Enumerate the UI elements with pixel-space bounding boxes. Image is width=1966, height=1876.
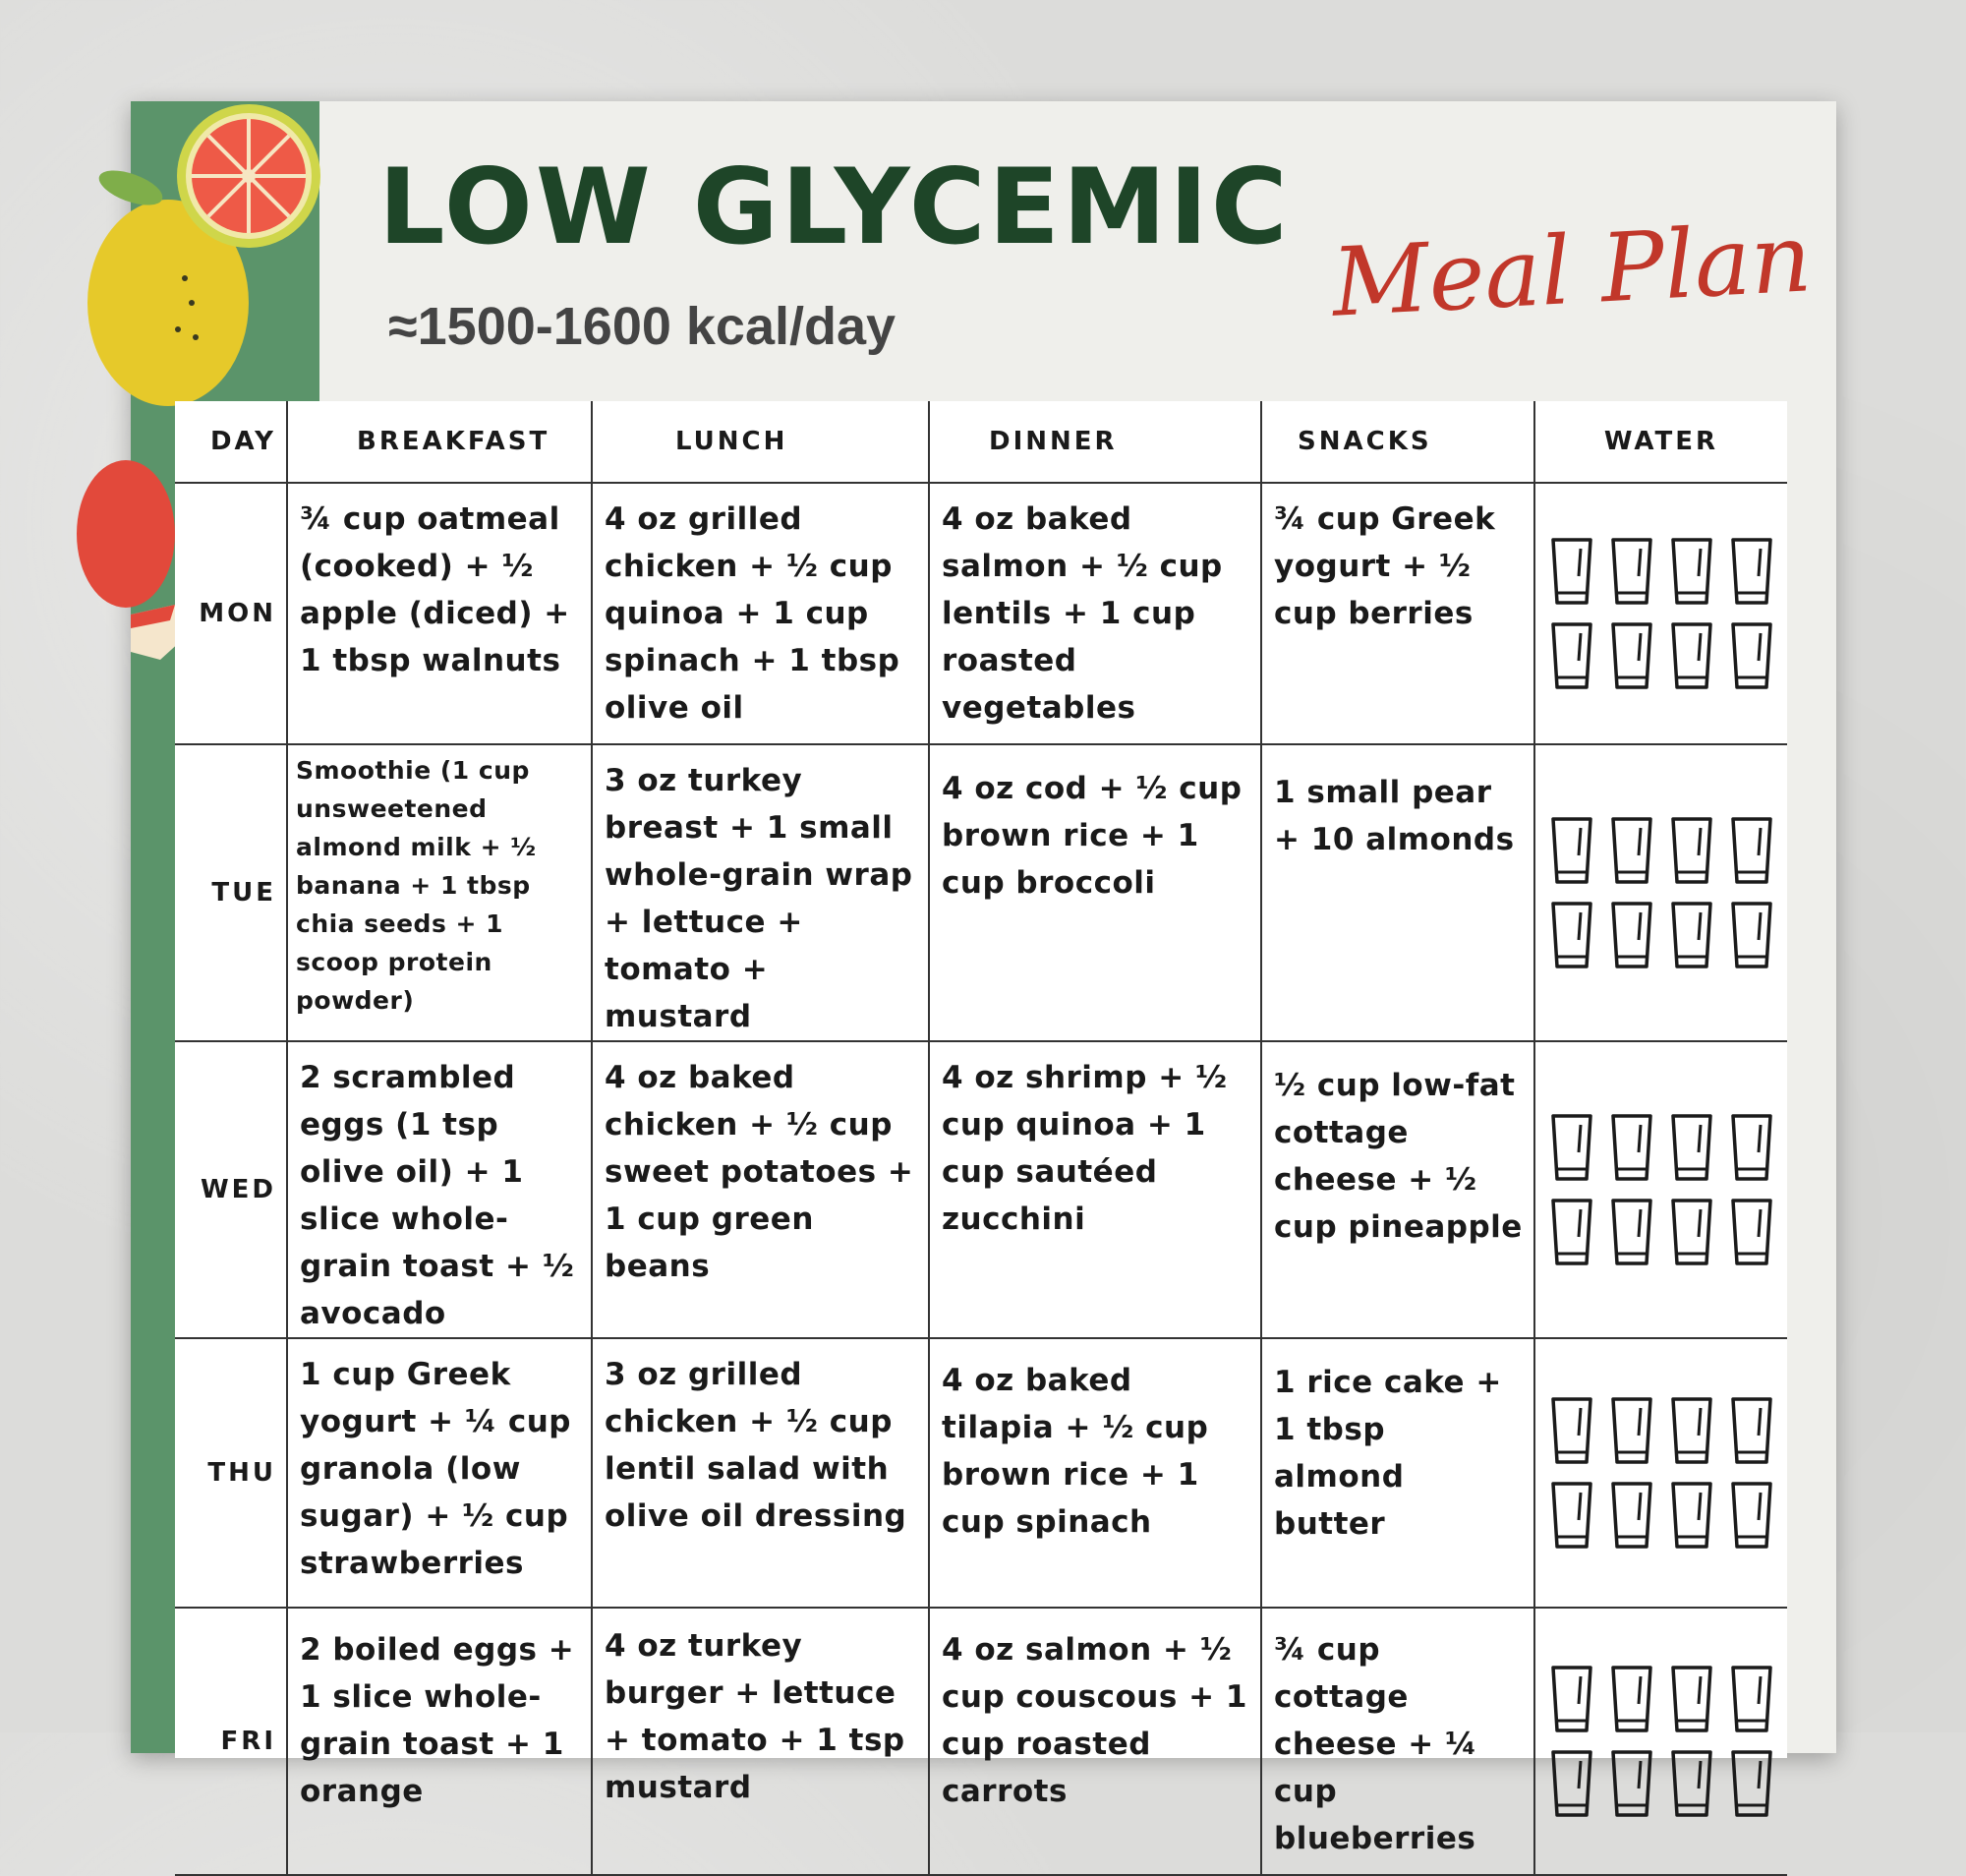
column-header-breakfast: BREAKFAST <box>287 401 592 483</box>
lunch-cell: 4 oz grilled chicken + ½ cup quinoa + 1 cup spinach + 1 tbsp olive oil <box>592 483 929 744</box>
table-header-row <box>175 401 1787 483</box>
snacks-cell: 1 rice cake + 1 tbsp almond butter <box>1261 1338 1534 1608</box>
water-glass-icon[interactable] <box>1610 1481 1653 1550</box>
snacks-cell: ¾ cup Greek yogurt + ½ cup berries <box>1261 483 1534 744</box>
water-glass-icon[interactable] <box>1610 537 1653 606</box>
water-glass-icon[interactable] <box>1550 816 1593 885</box>
water-glass-grid <box>1535 816 1787 969</box>
table-row <box>175 1338 1787 1608</box>
breakfast-cell: 1 cup Greek yogurt + ¼ cup granola (low sugar) + ½ cup strawberries <box>287 1338 592 1608</box>
water-glass-icon[interactable] <box>1730 621 1773 690</box>
water-glass-icon[interactable] <box>1670 1481 1713 1550</box>
day-cell: WED <box>175 1041 287 1338</box>
water-glass-grid <box>1535 1396 1787 1550</box>
water-glass-icon[interactable] <box>1610 1396 1653 1465</box>
column-header-water: WATER <box>1534 401 1787 483</box>
meal-plan-sheet <box>131 101 1836 1856</box>
water-glass-icon[interactable] <box>1550 1396 1593 1465</box>
water-glass-icon[interactable] <box>1610 816 1653 885</box>
water-glass-icon[interactable] <box>1670 1198 1713 1266</box>
table-row <box>175 1608 1787 1875</box>
water-cell <box>1534 1338 1787 1608</box>
water-glass-icon[interactable] <box>1610 621 1653 690</box>
dinner-cell: 4 oz shrimp + ½ cup quinoa + 1 cup sautéed zucchini <box>929 1041 1261 1338</box>
water-glass-icon[interactable] <box>1730 1481 1773 1550</box>
lunch-cell: 3 oz turkey breast + 1 small whole-grain wrap + lettuce + tomato + mustard <box>592 744 929 1041</box>
water-glass-icon[interactable] <box>1670 621 1713 690</box>
column-header-lunch: LUNCH <box>592 401 929 483</box>
dinner-cell: 4 oz salmon + ½ cup couscous + 1 cup roasted carrots <box>929 1608 1261 1875</box>
water-glass-grid <box>1535 1113 1787 1266</box>
meal-plan-table-container <box>175 401 1787 1856</box>
water-glass-icon[interactable] <box>1550 1665 1593 1733</box>
grapefruit-icon <box>177 104 320 248</box>
dinner-cell: 4 oz baked tilapia + ½ cup brown rice + 1 cup spinach <box>929 1338 1261 1608</box>
water-glass-icon[interactable] <box>1730 901 1773 969</box>
water-glass-grid <box>1535 537 1787 690</box>
day-cell: FRI <box>175 1608 287 1875</box>
breakfast-cell: Smoothie (1 cup unsweetened almond milk + ½ banana + 1 tbsp chia seeds + 1 scoop protein powder) <box>287 744 592 1041</box>
water-glass-icon[interactable] <box>1670 816 1713 885</box>
water-glass-grid <box>1535 1665 1787 1818</box>
breakfast-cell: 2 scrambled eggs (1 tsp olive oil) + 1 slice whole-grain toast + ½ avocado <box>287 1041 592 1338</box>
lunch-cell: 4 oz baked chicken + ½ cup sweet potatoes + 1 cup green beans <box>592 1041 929 1338</box>
column-header-dinner: DINNER <box>929 401 1261 483</box>
day-cell: MON <box>175 483 287 744</box>
lunch-cell: 3 oz grilled chicken + ½ cup lentil salad with olive oil dressing <box>592 1338 929 1608</box>
column-header-snacks: SNACKS <box>1261 401 1534 483</box>
table-row <box>175 744 1787 1041</box>
snacks-cell: 1 small pear + 10 almonds <box>1261 744 1534 1041</box>
water-glass-icon[interactable] <box>1730 1198 1773 1266</box>
dinner-cell: 4 oz baked salmon + ½ cup lentils + 1 cup roasted vegetables <box>929 483 1261 744</box>
water-cell <box>1534 1041 1787 1338</box>
meal-plan-table <box>175 401 1787 1876</box>
water-glass-icon[interactable] <box>1610 1665 1653 1733</box>
water-glass-icon[interactable] <box>1550 621 1593 690</box>
water-glass-icon[interactable] <box>1670 1113 1713 1182</box>
table-row <box>175 1041 1787 1338</box>
calorie-target: ≈1500-1600 kcal/day <box>388 297 896 356</box>
water-glass-icon[interactable] <box>1670 901 1713 969</box>
dinner-cell: 4 oz cod + ½ cup brown rice + 1 cup broccoli <box>929 744 1261 1041</box>
water-glass-icon[interactable] <box>1670 1665 1713 1733</box>
water-glass-icon[interactable] <box>1670 1749 1713 1818</box>
day-cell: THU <box>175 1338 287 1608</box>
page-subtitle-script: Meal Plan <box>1329 203 1815 338</box>
water-glass-icon[interactable] <box>1730 1749 1773 1818</box>
water-glass-icon[interactable] <box>1610 1113 1653 1182</box>
day-cell: TUE <box>175 744 287 1041</box>
water-glass-icon[interactable] <box>1550 1198 1593 1266</box>
lunch-cell: 4 oz turkey burger + lettuce + tomato + 1 tsp mustard <box>592 1608 929 1875</box>
water-glass-icon[interactable] <box>1730 1113 1773 1182</box>
water-glass-icon[interactable] <box>1550 1113 1593 1182</box>
water-cell <box>1534 1608 1787 1875</box>
breakfast-cell: 2 boiled eggs + 1 slice whole-grain toast + 1 orange <box>287 1608 592 1875</box>
water-glass-icon[interactable] <box>1610 1749 1653 1818</box>
water-glass-icon[interactable] <box>1730 816 1773 885</box>
water-glass-icon[interactable] <box>1550 901 1593 969</box>
water-cell <box>1534 744 1787 1041</box>
column-header-day: DAY <box>175 401 287 483</box>
water-glass-icon[interactable] <box>1670 537 1713 606</box>
snacks-cell: ¾ cup cottage cheese + ¼ cup blueberries <box>1261 1608 1534 1875</box>
page-title: LOW GLYCEMIC <box>378 147 1291 267</box>
breakfast-cell: ¾ cup oatmeal (cooked) + ½ apple (diced) + 1 tbsp walnuts <box>287 483 592 744</box>
water-cell <box>1534 483 1787 744</box>
water-glass-icon[interactable] <box>1610 901 1653 969</box>
water-glass-icon[interactable] <box>1550 1481 1593 1550</box>
snacks-cell: ½ cup low-fat cottage cheese + ½ cup pineapple <box>1261 1041 1534 1338</box>
water-glass-icon[interactable] <box>1610 1198 1653 1266</box>
water-glass-icon[interactable] <box>1730 537 1773 606</box>
water-glass-icon[interactable] <box>1550 1749 1593 1818</box>
water-glass-icon[interactable] <box>1730 1396 1773 1465</box>
water-glass-icon[interactable] <box>1730 1665 1773 1733</box>
water-glass-icon[interactable] <box>1670 1396 1713 1465</box>
apple-icon <box>77 460 182 660</box>
water-glass-icon[interactable] <box>1550 537 1593 606</box>
table-row <box>175 483 1787 744</box>
